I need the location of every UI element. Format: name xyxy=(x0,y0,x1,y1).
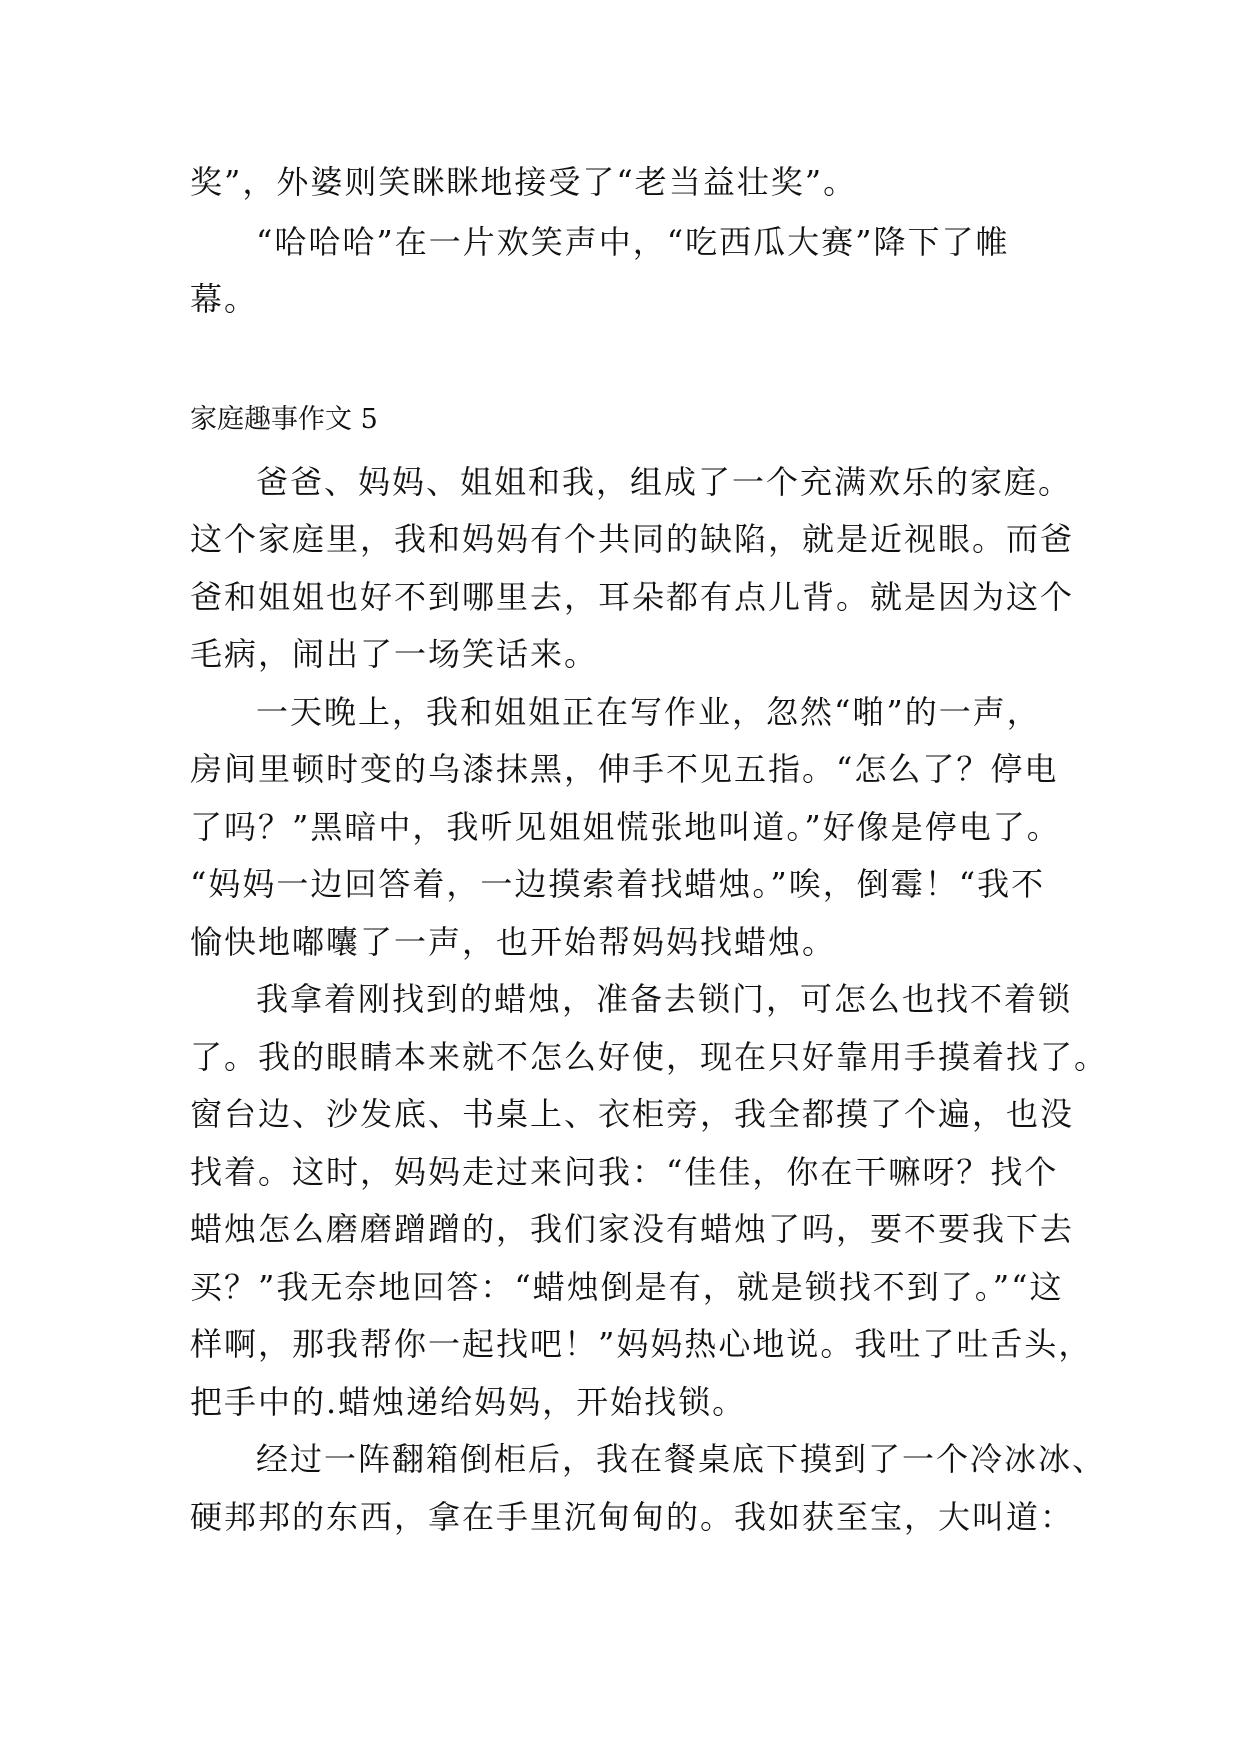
text-line: 买？”我无奈地回答：“蜡烛倒是有，就是锁找不到了。”“这 xyxy=(190,1268,1064,1306)
text-line: 房间里顿时变的乌漆抹黑，伸手不见五指。“怎么了？停电 xyxy=(190,750,1059,788)
text-line: “哈哈哈”在一片欢笑声中，“吃西瓜大赛”降下了帷 xyxy=(256,223,1010,261)
text-line: 毛病，闹出了一场笑话来。 xyxy=(190,635,599,673)
text-line: 把手中的.蜡烛递给妈妈，开始找锁。 xyxy=(190,1383,747,1421)
text-line: 一天晚上，我和姐姐正在写作业，忽然“啪”的一声， xyxy=(256,693,1041,731)
text-line: 爸和姐姐也好不到哪里去，耳朵都有点儿背。就是因为这个 xyxy=(190,578,1075,616)
text-line: 了。我的眼睛本来就不怎么好使，现在只好靠用手摸着找了。 xyxy=(190,1038,1109,1076)
section-title: 家庭趣事作文 5 xyxy=(190,404,378,435)
text-line: 蜡烛怎么磨磨蹭蹭的，我们家没有蜡烛了吗，要不要我下去 xyxy=(190,1210,1075,1248)
text-line: 硬邦邦的东西，拿在手里沉甸甸的。我如获至宝，大叫道： xyxy=(190,1498,1075,1536)
text-line: 找着。这时，妈妈走过来问我：“佳佳，你在干嘛呀？找个 xyxy=(190,1153,1059,1191)
text-line: 窗台边、沙发底、书桌上、衣柜旁，我全都摸了个遍，也没 xyxy=(190,1095,1075,1133)
text-line: 奖”，外婆则笑眯眯地接受了“老当益壮奖”。 xyxy=(190,163,858,201)
text-line: 爸爸、妈妈、姐姐和我，组成了一个充满欢乐的家庭。 xyxy=(256,463,1073,501)
text-line: 我拿着刚找到的蜡烛，准备去锁门，可怎么也找不着锁 xyxy=(256,980,1073,1018)
text-line: “妈妈一边回答着，一边摸索着找蜡烛。”唉，倒霉！“我不 xyxy=(190,865,1046,903)
text-line: 这个家庭里，我和妈妈有个共同的缺陷，就是近视眼。而爸 xyxy=(190,520,1075,558)
text-line: 幕。 xyxy=(190,280,259,318)
text-line: 愉快地嘟囔了一声，也开始帮妈妈找蜡烛。 xyxy=(190,923,837,961)
text-line: 样啊，那我帮你一起找吧！”妈妈热心地说。我吐了吐舌头， xyxy=(190,1325,1093,1363)
text-line: 了吗？”黑暗中，我听见姐姐慌张地叫道。”好像是停电了。 xyxy=(190,808,1061,846)
text-line: 经过一阵翻箱倒柜后，我在餐桌底下摸到了一个冷冰冰、 xyxy=(256,1440,1107,1478)
